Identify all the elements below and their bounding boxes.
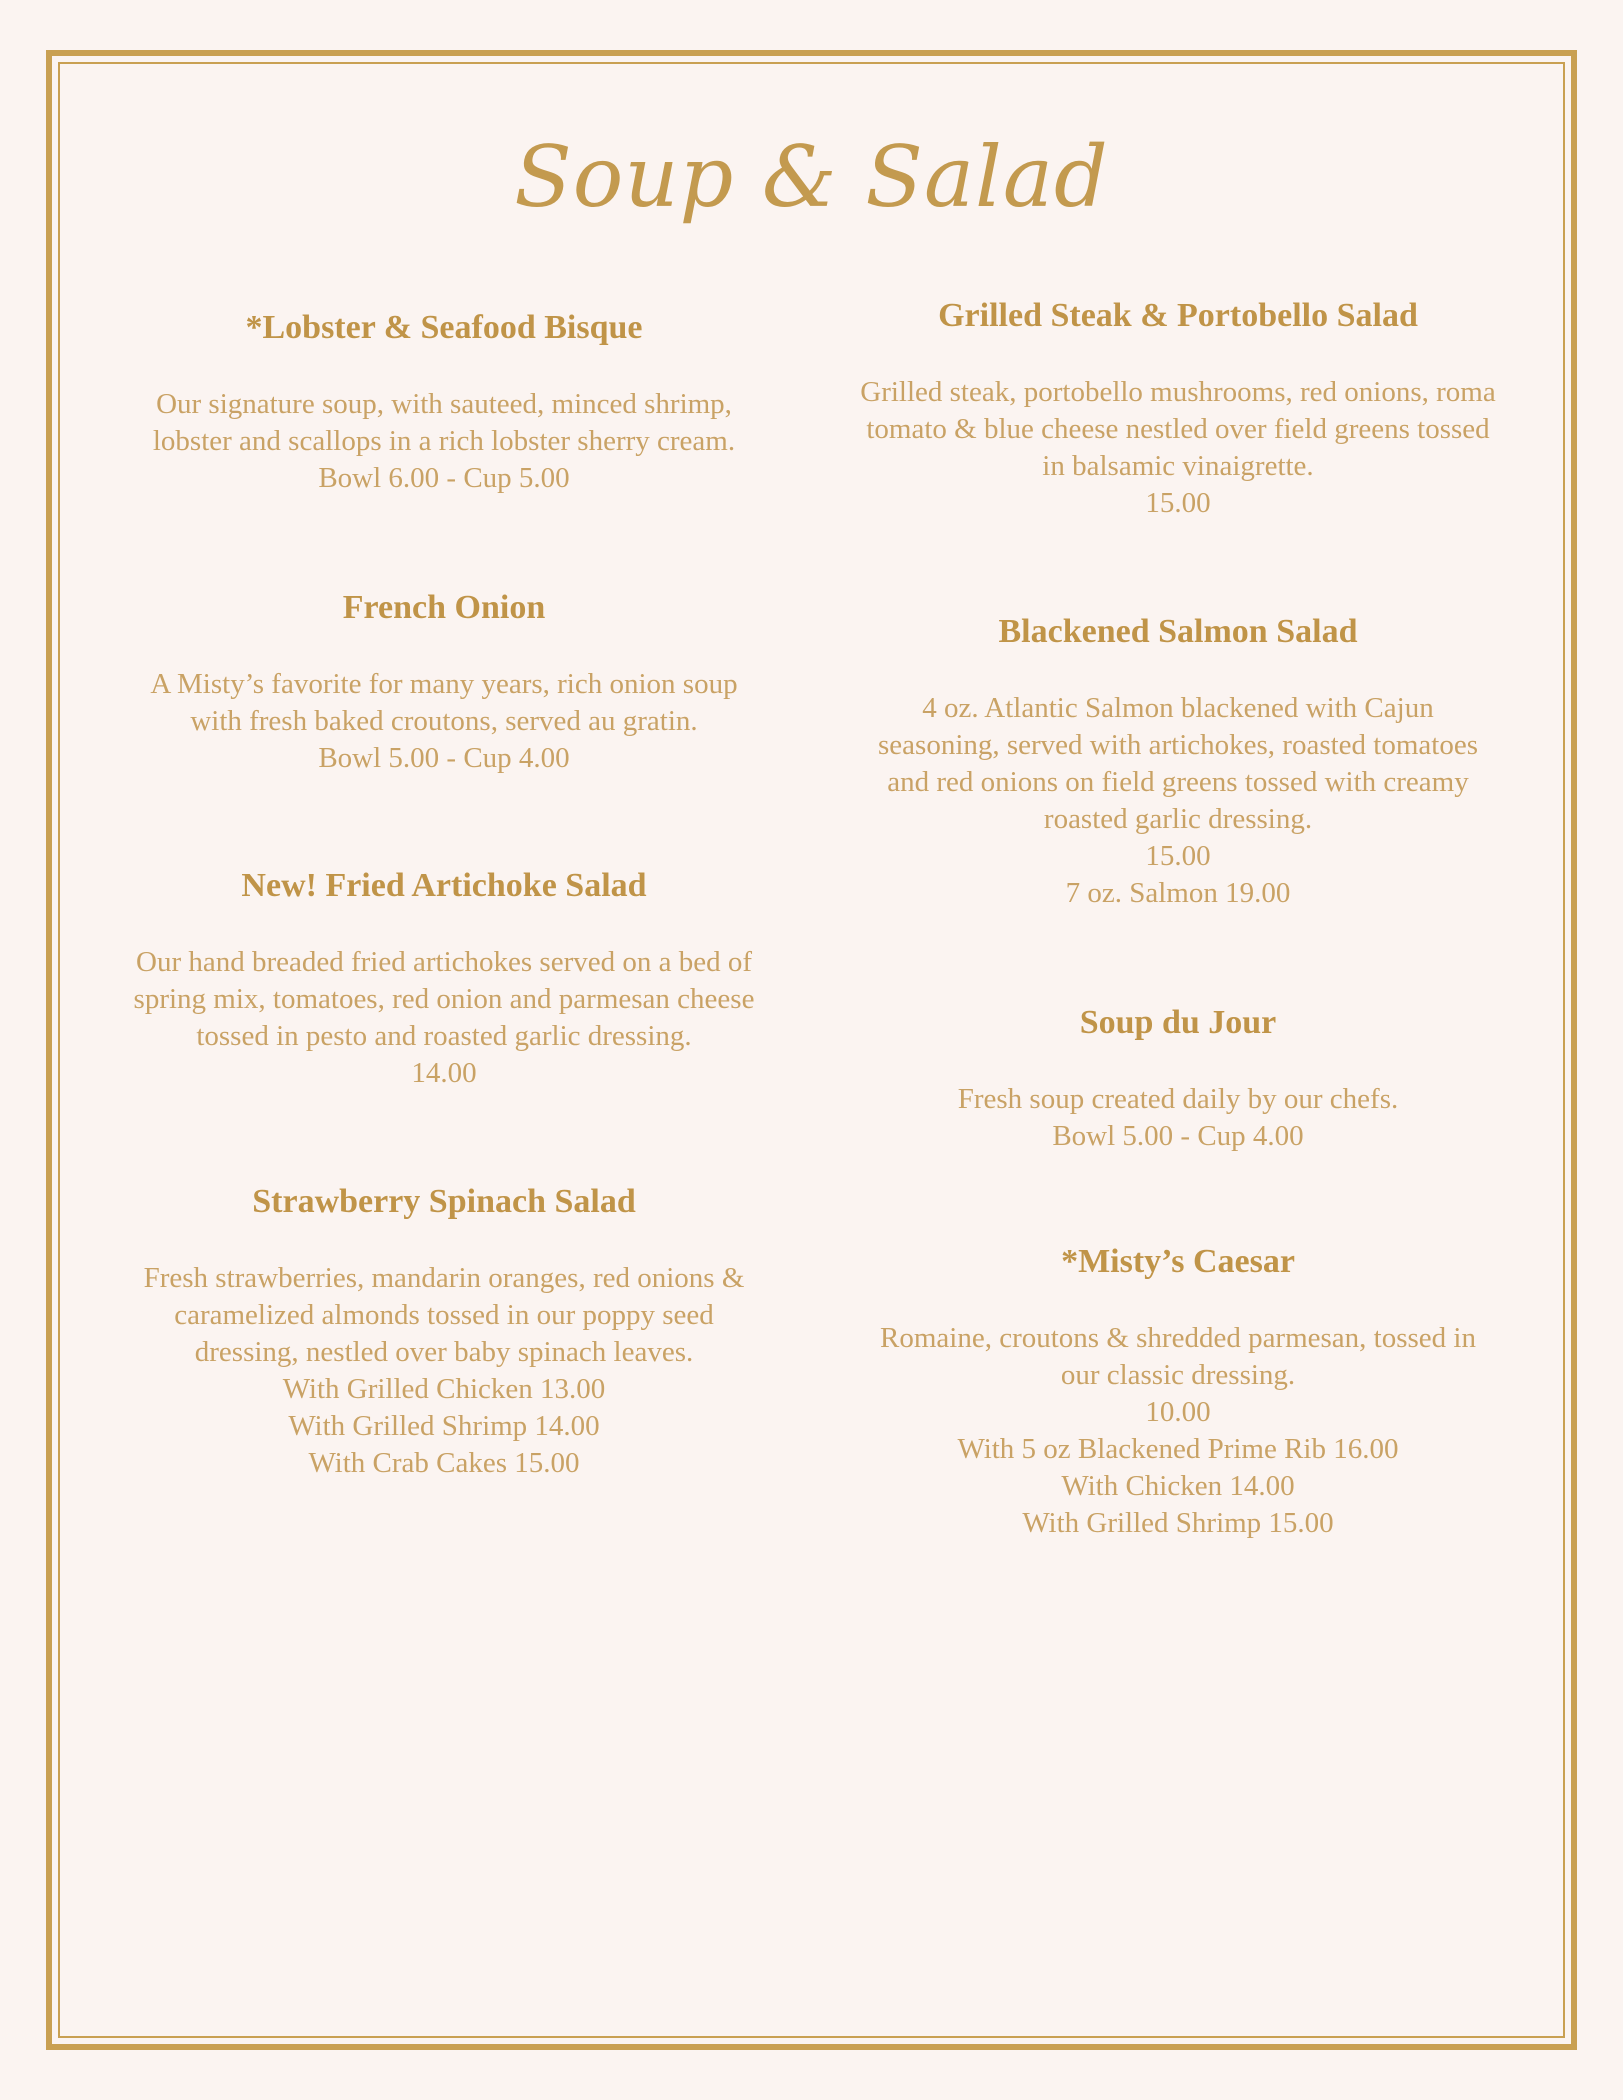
item-price: Bowl 5.00 - Cup 4.00 bbox=[318, 742, 570, 774]
menu-item-soup-du-jour bbox=[858, 1003, 1498, 1155]
item-price: 15.00 bbox=[1145, 840, 1211, 872]
item-name: *Lobster & Seafood Bisque bbox=[245, 309, 643, 346]
item-name: French Onion bbox=[342, 589, 546, 626]
item-description: Romaine, croutons & shredded parmesan, tossed in our classic dressing. bbox=[880, 1322, 1476, 1391]
menu-item-lobster-bisque bbox=[124, 308, 764, 497]
item-name: Grilled Steak & Portobello Salad bbox=[938, 297, 1418, 334]
page-title: Soup & Salad bbox=[514, 128, 1109, 226]
item-name: Blackened Salmon Salad bbox=[998, 613, 1358, 650]
item-price: 15.00 bbox=[1145, 487, 1211, 519]
item-name: Strawberry Spinach Salad bbox=[252, 1183, 636, 1220]
item-description: 4 oz. Atlantic Salmon blackened with Cajun seasoning, served with artichokes, roasted tomatoes and red onions on field greens tossed with creamy roasted garlic dressing. bbox=[878, 692, 1478, 835]
item-price: With Grilled Shrimp 14.00 bbox=[288, 1410, 600, 1442]
item-price: Bowl 6.00 - Cup 5.00 bbox=[318, 462, 570, 494]
menu-item-mistys-caesar bbox=[858, 1242, 1498, 1542]
menu-item-strawberry-spinach-salad bbox=[124, 1182, 764, 1482]
item-description: Fresh strawberries, mandarin oranges, red onions & caramelized almonds tossed in our poppy seed dressing, nestled over baby spinach leaves. bbox=[143, 1262, 745, 1368]
item-price: With Crab Cakes 15.00 bbox=[308, 1447, 580, 1479]
item-description: A Misty’s favorite for many years, rich onion soup with fresh baked croutons, served au gratin. bbox=[150, 668, 738, 737]
menu-item-grilled-steak-portobello-salad bbox=[858, 296, 1498, 522]
menu-item-fried-artichoke-salad bbox=[124, 866, 764, 1092]
item-price: 14.00 bbox=[411, 1057, 477, 1089]
item-name: Soup du Jour bbox=[1079, 1004, 1277, 1041]
item-price: With Grilled Chicken 13.00 bbox=[282, 1373, 606, 1405]
item-price: 10.00 bbox=[1145, 1396, 1211, 1428]
menu-item-french-onion bbox=[124, 588, 764, 777]
item-price: Bowl 5.00 - Cup 4.00 bbox=[1052, 1120, 1304, 1152]
menu-item-blackened-salmon-salad bbox=[858, 612, 1498, 912]
item-price: With Chicken 14.00 bbox=[1061, 1470, 1295, 1502]
item-name: New! Fried Artichoke Salad bbox=[241, 867, 647, 904]
item-name: *Misty’s Caesar bbox=[1061, 1243, 1295, 1280]
item-price: 7 oz. Salmon 19.00 bbox=[1065, 877, 1291, 909]
item-price: With Grilled Shrimp 15.00 bbox=[1022, 1507, 1334, 1539]
item-price: With 5 oz Blackened Prime Rib 16.00 bbox=[957, 1433, 1399, 1465]
item-description: Grilled steak, portobello mushrooms, red onions, roma tomato & blue cheese nestled over field greens tossed in balsamic vinaigrette. bbox=[860, 376, 1496, 482]
item-description: Our signature soup, with sauteed, minced shrimp, lobster and scallops in a rich lobster sherry cream. bbox=[152, 388, 736, 457]
item-description: Fresh soup created daily by our chefs. bbox=[957, 1083, 1399, 1115]
item-description: Our hand breaded fried artichokes served on a bed of spring mix, tomatoes, red onion and parmesan cheese tossed in pesto and roasted garlic dressing. bbox=[133, 946, 755, 1052]
